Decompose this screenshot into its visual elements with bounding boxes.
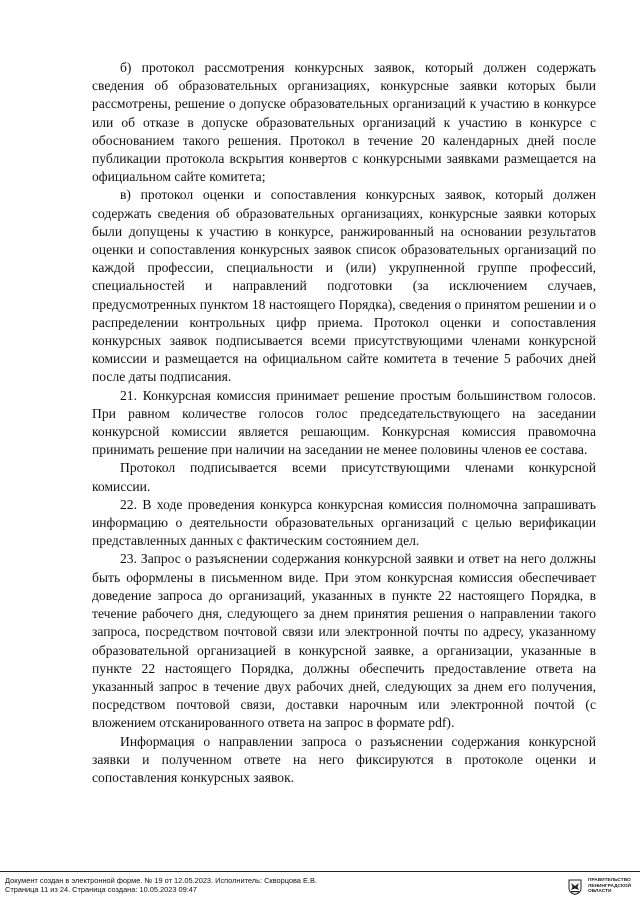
coat-of-arms-icon — [568, 879, 582, 895]
paragraph-v-protocol-evaluation: в) протокол оценки и сопоставления конкурсных заявок, который должен содержать сведения об образовательных организациях, конкурсные заявки которых были допущены к участию в конкурсе, ранжированный на основании результатов оценки и сопоставления конкурсных заявок список образовательных организаций по каждой профессии, специальности и (или) укрупненной группе профессий, специальностей и направлений подготовки (за исключением случаев, предусмотренных пунктом 18 настоящего Порядка), сведения о принятом решении и о распределении контрольных цифр приема. Протокол оценки и сопоставления конкурсных заявок подписывается всеми присутствующими членами конкурсной комиссии и размещается на официальном сайте комитета в течение 5 рабочих дней после даты подписания. — [92, 187, 596, 385]
paragraph-23-info: Информация о направлении запроса о разъяснении содержания конкурсной заявки и полученном ответе на него фиксируются в протоколе оценки и сопоставления конкурсных заявок. — [92, 733, 596, 785]
paragraph-21-signature: Протокол подписывается всеми присутствующими членами конкурсной комиссии. — [92, 460, 596, 494]
gov-name-line-1: ПРАВИТЕЛЬСТВО — [588, 878, 631, 883]
paragraph-22: 22. В ходе проведения конкурса конкурсная комиссия полномочна запрашивать информацию о деятельности образовательных организаций с целью верификации представленных данных с фактическим состоянием дел. — [92, 496, 596, 549]
government-logo — [568, 877, 632, 899]
government-name — [588, 878, 631, 895]
document-footer — [0, 871, 640, 906]
footer-line-1: Документ создан в электронной форме. № 19 от 12.05.2023. Исполнитель: Скворцова Е.В. — [5, 876, 317, 885]
gov-name-line-2: ЛЕНИНГРАДСКОЙ — [588, 883, 632, 889]
footer-line-2: Страница 11 из 24. Страница создана: 10.05.2023 09:47 — [5, 885, 198, 895]
paragraph-21: 21. Конкурсная комиссия принимает решение простым большинством голосов. При равном количестве голосов голос председательствующего на заседании конкурсной комиссии является решающим. Конкурсная комиссия правомочна принимать решение при наличии на заседании не менее половины членов ее состава. — [92, 387, 596, 458]
paragraph-b-protocol-review: б) протокол рассмотрения конкурсных заявок, который должен содержать сведения об образовательных организациях, конкурсные заявки которых были рассмотрены, решение о допуске образовательных организаций к участию в конкурсе или об отказе в допуске образовательных организаций к участию в конкурсе с обоснованием такого решения. Протокол в течение 20 календарных дней после публикации протокола вскрытия конвертов с конкурсными заявками размещается на официальном сайте комитета; — [92, 60, 596, 185]
footer-metadata — [5, 876, 317, 895]
gov-name-line-3: ОБЛАСТИ — [588, 889, 612, 895]
document-body — [92, 59, 596, 787]
paragraph-23: 23. Запрос о разъяснении содержания конкурсной заявки и ответ на него должны быть оформлены в письменном виде. При этом конкурсная комиссия обеспечивает доведение запроса до организаций, указанных в пункте 22 настоящего Порядка, в течение рабочего дня, следующего за днем принятия решения о направлении такого запроса, посредством почтовой связи или электронной почты по адресу, указанному образовательной организацией в конкурсной заявке, а организации, указанные в пункте 22 настоящего Порядка, должны обеспечить предоставление ответа на указанный запрос в течение двух рабочих дней, следующих за днем его получения, посредством почтовой связи, доставки нарочным или электронной почтой (с вложением отсканированного ответа на запрос в формате pdf). — [92, 551, 596, 731]
